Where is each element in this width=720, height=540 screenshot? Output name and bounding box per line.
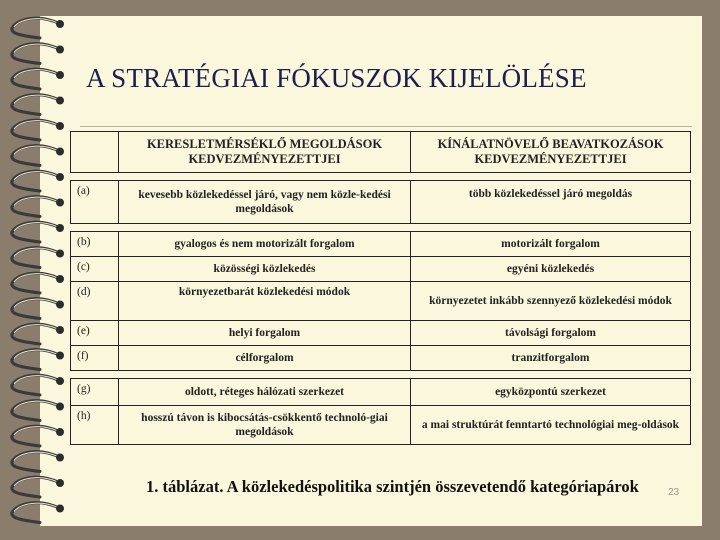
spiral-binding-ring-icon bbox=[12, 375, 64, 395]
header-supply: KÍNÁLATNÖVELŐ BEAVATKOZÁSOK KEDVEZMÉNYEZETTJEI bbox=[411, 132, 691, 173]
spiral-binding-ring-icon bbox=[12, 401, 64, 421]
row-left-cell: kevesebb közlekedéssel járó, vagy nem közle-kedési megoldások bbox=[119, 181, 411, 224]
spiral-binding-ring-icon bbox=[12, 146, 64, 166]
row-right-cell: motorizált forgalom bbox=[411, 232, 691, 257]
table-row bbox=[71, 232, 691, 257]
spiral-binding-ring-icon bbox=[12, 426, 64, 446]
table-row bbox=[71, 379, 691, 406]
table-row bbox=[71, 406, 691, 445]
row-label: (b) bbox=[71, 232, 119, 257]
title-divider bbox=[80, 126, 692, 127]
spiral-binding-ring-icon bbox=[12, 477, 64, 497]
spiral-binding-ring-icon bbox=[12, 350, 64, 370]
table-row bbox=[71, 257, 691, 282]
row-right-cell: több közlekedéssel járó megoldás bbox=[411, 181, 691, 224]
row-label: (c) bbox=[71, 257, 119, 282]
row-left-cell: környezetbarát közlekedési módok bbox=[119, 282, 411, 321]
row-left-cell: közösségi közlekedés bbox=[119, 257, 411, 282]
page-title: A STRATÉGIAI FÓKUSZOK KIJELÖLÉSE bbox=[86, 63, 587, 93]
spiral-binding-ring-icon bbox=[12, 324, 64, 344]
spiral-binding-ring-icon bbox=[12, 452, 64, 472]
row-right-cell: tranzitforgalom bbox=[411, 346, 691, 371]
spiral-binding-ring-icon bbox=[12, 248, 64, 268]
row-label: (h) bbox=[71, 406, 119, 445]
table-row bbox=[71, 282, 691, 321]
spiral-binding-ring-icon bbox=[12, 18, 64, 38]
row-right-cell: környezetet inkább szennyező közlekedési módok bbox=[411, 282, 691, 321]
row-gap bbox=[71, 224, 691, 232]
row-label: (f) bbox=[71, 346, 119, 371]
row-left-cell: helyi forgalom bbox=[119, 321, 411, 346]
spiral-binding-ring-icon bbox=[12, 273, 64, 293]
row-gap bbox=[71, 371, 691, 379]
header-empty-cell bbox=[71, 132, 119, 173]
row-right-cell: egyközpontú szerkezet bbox=[411, 379, 691, 406]
table-row bbox=[71, 346, 691, 371]
spiral-binding-ring-icon bbox=[12, 69, 64, 89]
row-right-cell: egyéni közlekedés bbox=[411, 257, 691, 282]
row-right-cell: a mai struktúrát fenntartó technológiai meg-oldások bbox=[411, 406, 691, 445]
table-caption: 1. táblázat. A közlekedéspolitika szintjén összevetendő kategóriapárok bbox=[146, 477, 639, 496]
row-left-cell: hosszú távon is kibocsátás-csökkentő technoló-giai megoldások bbox=[119, 406, 411, 445]
spiral-binding-ring-icon bbox=[12, 299, 64, 319]
row-left-cell: célforgalom bbox=[119, 346, 411, 371]
row-right-cell: távolsági forgalom bbox=[411, 321, 691, 346]
spiral-binding-ring-icon bbox=[12, 44, 64, 64]
category-table bbox=[70, 131, 691, 445]
spiral-binding-ring-icon bbox=[12, 197, 64, 217]
spiral-binding-ring-icon bbox=[12, 95, 64, 115]
row-left-cell: oldott, réteges hálózati szerkezet bbox=[119, 379, 411, 406]
row-label: (g) bbox=[71, 379, 119, 406]
row-label: (e) bbox=[71, 321, 119, 346]
page-number: 23 bbox=[668, 487, 680, 498]
table-header-row bbox=[71, 132, 691, 173]
table-row bbox=[71, 181, 691, 224]
table-row bbox=[71, 321, 691, 346]
row-gap bbox=[71, 173, 691, 181]
spiral-binding-ring-icon bbox=[12, 120, 64, 140]
row-label: (d) bbox=[71, 282, 119, 321]
row-label: (a) bbox=[71, 181, 119, 224]
spiral-binding-ring-icon bbox=[12, 503, 64, 523]
header-demand: KERESLETMÉRSÉKLŐ MEGOLDÁSOK KEDVEZMÉNYEZETTJEI bbox=[119, 132, 411, 173]
spiral-binding bbox=[0, 0, 80, 540]
spiral-binding-ring-icon bbox=[12, 222, 64, 242]
spiral-binding-ring-icon bbox=[12, 171, 64, 191]
row-left-cell: gyalogos és nem motorizált forgalom bbox=[119, 232, 411, 257]
